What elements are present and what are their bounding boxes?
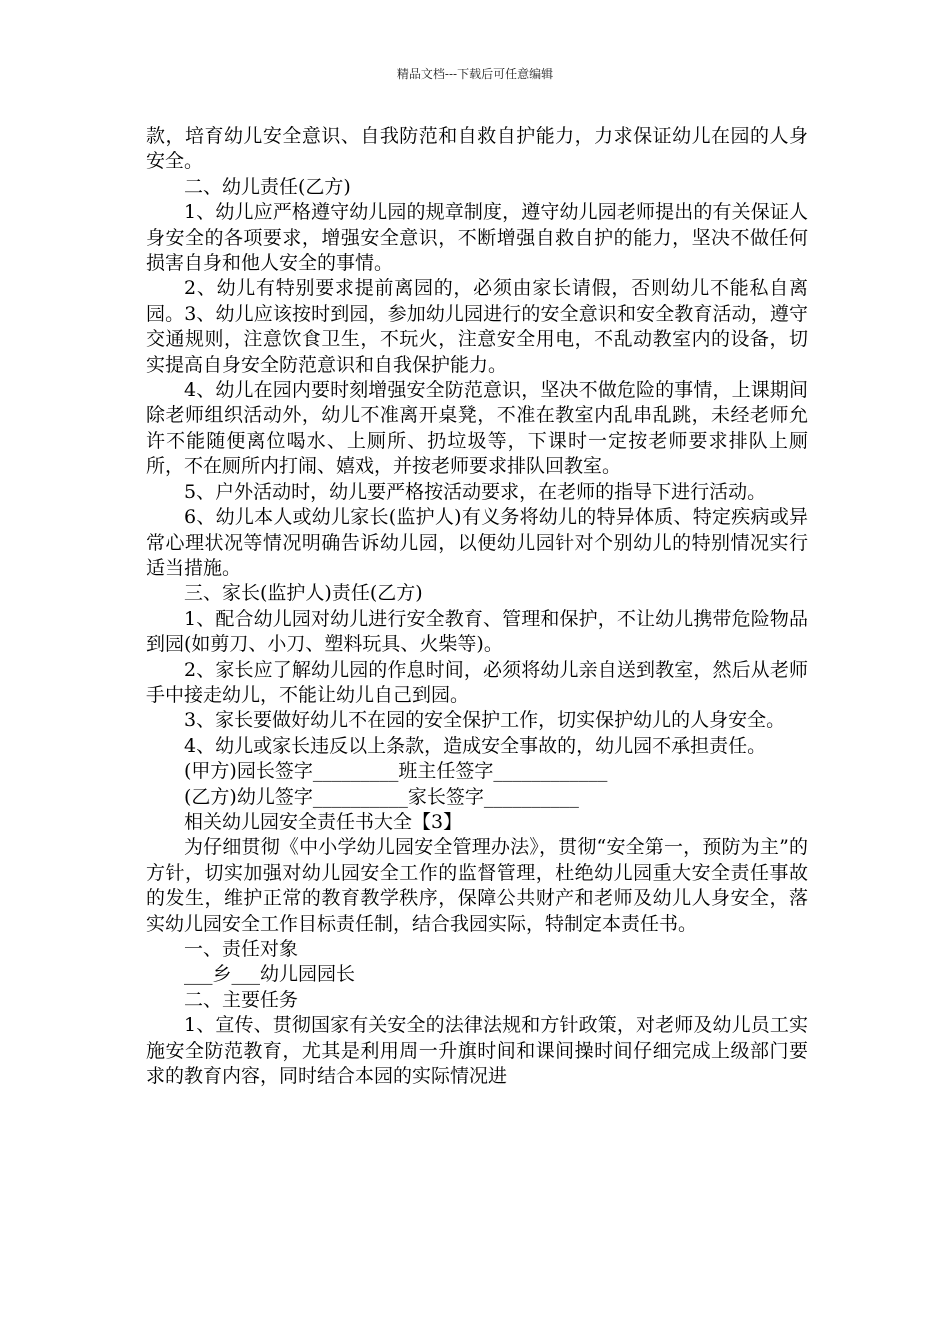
paragraph: 2、家长应了解幼儿园的作息时间，必须将幼儿亲自送到教室，然后从老师手中接走幼儿，不能让幼儿自己到园。: [146, 658, 808, 706]
paragraph: (甲方)园长签字_________班主任签字____________: [184, 760, 608, 783]
paragraph: ___乡___幼儿园园长: [184, 963, 356, 986]
paragraph: 为仔细贯彻《中小学幼儿园安全管理办法》，贯彻“安全第一，预防为主”的方针，切实加强对幼儿园安全工作的监督管理，杜绝幼儿园重大安全责任事故的发生，维护正常的教育教学秩序，保障公共财产和老师及幼儿人身安全，落实幼儿园安全工作目标责任制，结合我园实际，特制定本责任书。: [146, 836, 808, 935]
document-body: [146, 124, 808, 1089]
paragraph: 1、幼儿应严格遵守幼儿园的规章制度，遵守幼儿园老师提出的有关保证人身安全的各项要求，增强安全意识，不断增强自救自护的能力，坚决不做任何损害自身和他人安全的事情。: [146, 201, 808, 275]
paragraph: 二、主要任务: [184, 988, 299, 1011]
paragraph: 二、幼儿责任(乙方): [184, 175, 351, 198]
paragraph: 1、宣传、贯彻国家有关安全的法律法规和方针政策，对老师及幼儿员工实施安全防范教育，尤其是利用周一升旗时间和课间操时间仔细完成上级部门要求的教育内容，同时结合本园的实际情况进: [146, 1014, 808, 1088]
paragraph: 一、责任对象: [184, 938, 299, 960]
paragraph: 6、幼儿本人或幼儿家长(监护人)有义务将幼儿的特异体质、特定疾病或异常心理状况等情况明确告诉幼儿园，以便幼儿园针对个别幼儿的特别情况实行适当措施。: [146, 506, 808, 579]
paragraph: (乙方)幼儿签字__________家长签字__________: [184, 785, 579, 808]
paragraph: 5、户外活动时，幼儿要严格按活动要求，在老师的指导下进行活动。: [184, 480, 767, 503]
paragraph: 相关幼儿园安全责任书大全【3】: [184, 810, 463, 833]
paragraph: 三、家长(监护人)责任(乙方): [184, 582, 423, 605]
paragraph: 4、幼儿或家长违反以上条款，造成安全事故的，幼儿园不承担责任。: [184, 734, 767, 757]
paragraph: 2、幼儿有特别要求提前离园的，必须由家长请假，否则幼儿不能私自离园。3、幼儿应该按时到园，参加幼儿园进行的安全意识和安全教育活动，遵守交通规则，注意饮食卫生，不玩火，注意安全用电，不乱动教室内的设备，切实提高自身安全防范意识和自我保护能力。: [146, 277, 808, 376]
page-header: 精品文档---下载后可任意编辑: [396, 67, 554, 81]
paragraph: 4、幼儿在园内要时刻增强安全防范意识，坚决不做危险的事情，上课期间除老师组织活动外，幼儿不准离开桌凳，不准在教室内乱串乱跳，未经老师允许不能随便离位喝水、上厕所、扔垃圾等，下课时一定按老师要求排队上厕所，不在厕所内打闹、嬉戏，并按老师要求排队回教室。: [146, 379, 808, 478]
paragraph: 1、配合幼儿园对幼儿进行安全教育、管理和保护，不让幼儿携带危险物品到园(如剪刀、小刀、塑料玩具、火柴等)。: [146, 607, 808, 656]
paragraph: 款，培育幼儿安全意识、自我防范和自救自护能力，力求保证幼儿在园的人身安全。: [146, 125, 808, 173]
paragraph: 3、家长要做好幼儿不在园的安全保护工作，切实保护幼儿的人身安全。: [184, 709, 786, 732]
